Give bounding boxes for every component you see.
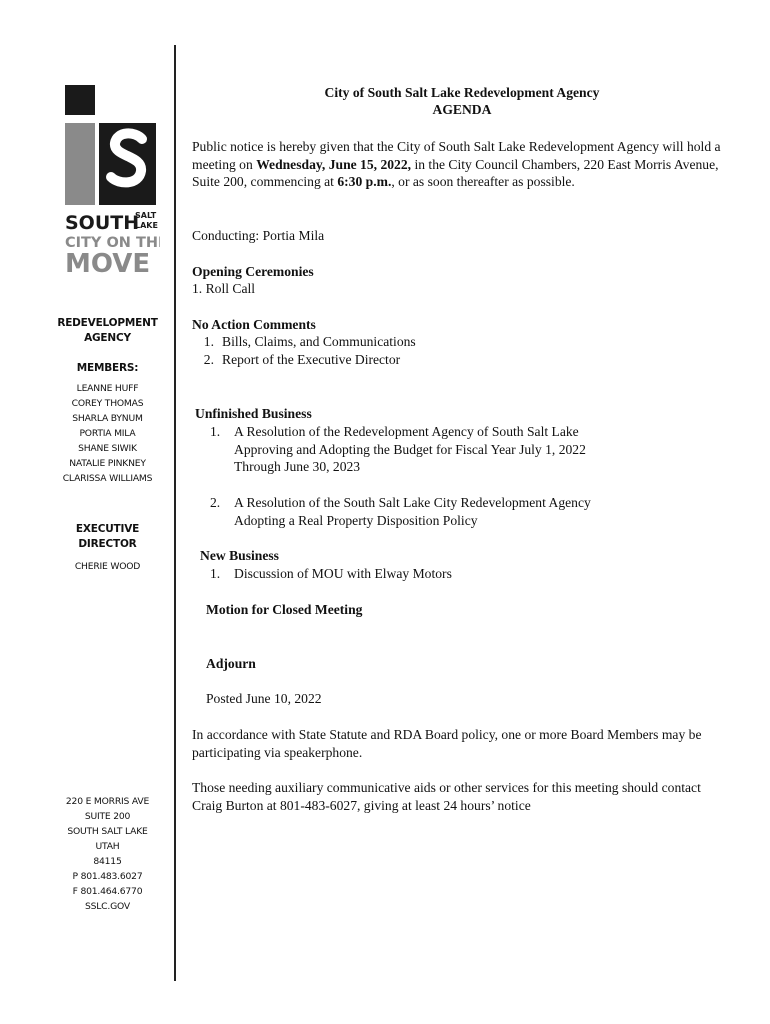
list-item: 1. A Resolution of the Redevelopment Agency of South Salt Lake Approving and Adopting the Budget for Fiscal Year July 1, 2022 Through June 30, 2023 [210, 424, 586, 474]
svg-text:MOVE: MOVE [65, 249, 151, 275]
address-line: 220 E MORRIS AVE [65, 796, 150, 807]
svg-text:CITY ON THE: CITY ON THE [65, 235, 160, 251]
member-name: NATALIE PINKNEY [69, 458, 146, 469]
list-item: 2. Report of the Executive Director [203, 352, 401, 367]
members-section [40, 361, 175, 486]
address-block [40, 794, 175, 914]
conducting-line: Conducting: Portia Mila [192, 228, 325, 243]
sidebar [40, 0, 175, 1024]
list-item: 1. Roll Call [192, 281, 256, 296]
fax-line: F 801.464.6770 [72, 886, 143, 897]
members-heading: MEMBERS: [76, 362, 139, 374]
aids-note: Those needing auxiliary communicative aids or other services for this meeting should contact Craig Burton at 801-483-6027, giving at least 24 hours’ notice [192, 780, 701, 813]
posted-date: Posted June 10, 2022 [206, 691, 322, 706]
agency-title: REDEVELOPMENT AGENCY [57, 317, 158, 344]
executive-director-section: EXECUTIVE DIRECTOR CHERIE WOOD [40, 522, 175, 574]
address-line: SOUTH SALT LAKE [67, 826, 148, 837]
address-line: SUITE 200 [84, 811, 131, 822]
section-heading-new-business: New Business [200, 548, 279, 563]
section-heading-no-action: No Action Comments [192, 317, 316, 332]
website-line: SSLC.GOV [85, 901, 130, 912]
list-item: 2. A Resolution of the South Salt Lake City Redevelopment Agency Adopting a Real Property Disposition Policy [210, 495, 591, 528]
svg-text:LAKE: LAKE [135, 221, 158, 230]
list-item: 1. Bills, Claims, and Communications [203, 334, 416, 349]
logo-south-text: SOUTH [65, 212, 140, 234]
city-logo [65, 85, 160, 275]
statute-note: In accordance with State Statute and RDA Board policy, one or more Board Members may be participating via speakerphone. [192, 727, 702, 760]
member-name: CLARISSA WILLIAMS [62, 473, 153, 484]
member-name: SHARLA BYNUM [72, 413, 143, 424]
document-subtitle: AGENDA [432, 102, 492, 117]
member-name: LEANNE HUFF [76, 383, 139, 394]
section-heading-unfinished: Unfinished Business [195, 406, 312, 421]
address-line: UTAH [95, 841, 120, 852]
member-name: SHANE SIWIK [78, 443, 137, 454]
address-line: 84115 [93, 856, 122, 867]
meeting-time: 6:30 p.m. [337, 174, 392, 189]
member-name: PORTIA MILA [79, 428, 136, 439]
section-heading-opening: Opening Ceremonies [192, 264, 314, 279]
phone-line: P 801.483.6027 [72, 871, 143, 882]
list-item: 1. Discussion of MOU with Elway Motors [210, 566, 452, 581]
section-heading-closed-meeting: Motion for Closed Meeting [206, 602, 363, 617]
executive-director-name: CHERIE WOOD [74, 561, 141, 572]
document-title: City of South Salt Lake Redevelopment Agency [324, 85, 600, 100]
logo-mark-icon [65, 85, 160, 275]
meeting-date: Wednesday, June 15, 2022, [256, 156, 412, 172]
svg-text:SALT: SALT [135, 211, 157, 220]
public-notice: Public notice is hereby given that the City of South Salt Lake Redevelopment Agency will hold a meeting on Wednesday, June 15, 2022, in the City Council Chambers, 220 East Morris Avenue, Suite 200, commencing at 6:30 p.m., or as soon thereafter as possible. [192, 139, 721, 189]
section-heading-adjourn: Adjourn [206, 656, 256, 671]
member-name: COREY THOMAS [71, 398, 144, 409]
